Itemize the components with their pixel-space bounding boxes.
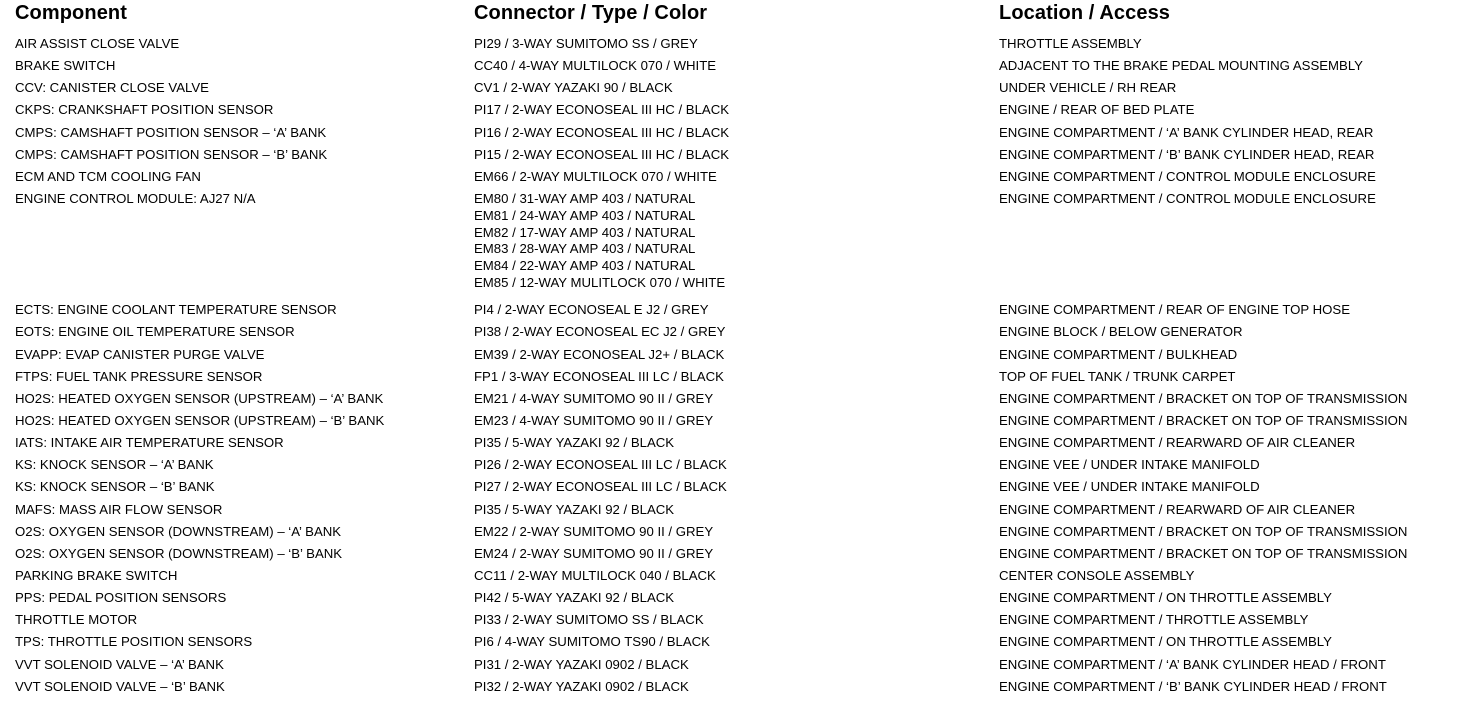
- connector-cell: [474, 634, 710, 651]
- connector-line: PI29 / 3-WAY SUMITOMO SS / GREY: [474, 36, 698, 51]
- table-row: [0, 324, 1472, 346]
- location-cell: ADJACENT TO THE BRAKE PEDAL MOUNTING ASSEMBLY: [999, 58, 1363, 74]
- connector-line: PI33 / 2-WAY SUMITOMO SS / BLACK: [474, 612, 704, 628]
- connector-line: PI27 / 2-WAY ECONOSEAL III LC / BLACK: [474, 479, 727, 495]
- connector-cell: [474, 546, 713, 563]
- connector-line: PI38 / 2-WAY ECONOSEAL EC J2 / GREY: [474, 324, 726, 340]
- component-cell: EOTS: ENGINE OIL TEMPERATURE SENSOR: [15, 324, 295, 340]
- location-cell: CENTER CONSOLE ASSEMBLY: [999, 568, 1195, 583]
- location-cell: ENGINE / REAR OF BED PLATE: [999, 102, 1195, 118]
- connector-cell: [474, 479, 727, 496]
- connector-cell: [474, 147, 729, 164]
- connector-cell: [474, 347, 724, 364]
- component-cell: MAFS: MASS AIR FLOW SENSOR: [15, 501, 223, 517]
- table-row: [0, 391, 1472, 413]
- connector-cell: [474, 568, 716, 585]
- component-cell: ECTS: ENGINE COOLANT TEMPERATURE SENSOR: [15, 302, 337, 318]
- location-cell: ENGINE COMPARTMENT / ON THROTTLE ASSEMBLY: [999, 634, 1332, 650]
- connector-line: PI15 / 2-WAY ECONOSEAL III HC / BLACK: [474, 146, 730, 162]
- connector-cell: [474, 524, 713, 541]
- connector-cell: [474, 502, 674, 519]
- component-cell: EVAPP: EVAP CANISTER PURGE VALVE: [15, 346, 265, 362]
- component-cell: KS: KNOCK SENSOR – ‘B’ BANK: [15, 479, 215, 495]
- connector-cell: [474, 102, 729, 119]
- connector-line: EM83 / 28-WAY AMP 403 / NATURAL: [474, 241, 696, 257]
- table-row: [0, 502, 1472, 524]
- table-row: [0, 590, 1472, 612]
- connector-cell: [474, 679, 689, 696]
- connector-line: PI35 / 5-WAY YAZAKI 92 / BLACK: [474, 435, 675, 451]
- header-location: Location / Access: [999, 2, 1171, 24]
- table-row: [0, 657, 1472, 679]
- connector-line: CV1 / 2-WAY YAZAKI 90 / BLACK: [474, 80, 673, 96]
- connector-line: FP1 / 3-WAY ECONOSEAL III LC / BLACK: [474, 368, 724, 384]
- table-row: [0, 546, 1472, 568]
- connector-line: EM82 / 17-WAY AMP 403 / NATURAL: [474, 224, 696, 240]
- location-cell: ENGINE COMPARTMENT / ‘B’ BANK CYLINDER HEAD / FRONT: [999, 678, 1387, 694]
- connector-cell: [474, 58, 716, 75]
- location-cell: ENGINE COMPARTMENT / REARWARD OF AIR CLEANER: [999, 501, 1356, 517]
- table-row: [0, 58, 1472, 80]
- table-row: [0, 191, 1472, 291]
- table-row: [0, 36, 1472, 58]
- table-row: [0, 125, 1472, 147]
- table-row: [0, 302, 1472, 324]
- component-cell: PARKING BRAKE SWITCH: [15, 568, 178, 583]
- component-cell: VVT SOLENOID VALVE – ‘B’ BANK: [15, 678, 225, 694]
- component-cell: CCV: CANISTER CLOSE VALVE: [15, 80, 209, 96]
- connector-cell: [474, 324, 725, 341]
- connector-cell: [474, 590, 674, 607]
- location-cell: ENGINE COMPARTMENT / ‘A’ BANK CYLINDER HEAD, REAR: [999, 124, 1374, 140]
- connector-line: PI32 / 2-WAY YAZAKI 0902 / BLACK: [474, 678, 689, 694]
- location-cell: THROTTLE ASSEMBLY: [999, 36, 1142, 51]
- location-cell: ENGINE COMPARTMENT / BRACKET ON TOP OF TRANSMISSION: [999, 390, 1408, 406]
- connector-cell: [474, 80, 673, 97]
- component-cell: VVT SOLENOID VALVE – ‘A’ BANK: [15, 656, 224, 672]
- component-cell: FTPS: FUEL TANK PRESSURE SENSOR: [15, 368, 263, 384]
- connector-cell: [474, 191, 725, 292]
- connector-cell: [474, 391, 713, 408]
- table-row: [0, 369, 1472, 391]
- connector-cell: [474, 169, 717, 186]
- connector-line: EM80 / 31-WAY AMP 403 / NATURAL: [474, 191, 696, 207]
- connector-cell: [474, 125, 729, 142]
- location-cell: ENGINE BLOCK / BELOW GENERATOR: [999, 324, 1243, 340]
- location-cell: ENGINE COMPARTMENT / BRACKET ON TOP OF TRANSMISSION: [999, 412, 1408, 428]
- component-cell: HO2S: HEATED OXYGEN SENSOR (UPSTREAM) – ‘B’ BANK: [15, 412, 385, 428]
- component-cell: O2S: OXYGEN SENSOR (DOWNSTREAM) – ‘A’ BANK: [15, 523, 342, 539]
- table-row: [0, 435, 1472, 457]
- location-cell: ENGINE COMPARTMENT / REAR OF ENGINE TOP HOSE: [999, 302, 1350, 318]
- table-row: [0, 524, 1472, 546]
- component-cell: O2S: OXYGEN SENSOR (DOWNSTREAM) – ‘B’ BANK: [15, 545, 343, 561]
- header-connector: Connector / Type / Color: [474, 2, 708, 24]
- connector-line: EM66 / 2-WAY MULTILOCK 070 / WHITE: [474, 168, 717, 184]
- connector-cell: [474, 302, 709, 319]
- table-row: [0, 147, 1472, 169]
- connector-cell: [474, 657, 689, 674]
- connector-line: EM39 / 2-WAY ECONOSEAL J2+ / BLACK: [474, 346, 725, 362]
- connector-cell: [474, 457, 727, 474]
- table-row: [0, 457, 1472, 479]
- table-row: [0, 612, 1472, 634]
- location-cell: ENGINE COMPARTMENT / ‘A’ BANK CYLINDER HEAD / FRONT: [999, 656, 1386, 672]
- location-cell: ENGINE VEE / UNDER INTAKE MANIFOLD: [999, 479, 1260, 495]
- table-row: [0, 568, 1472, 590]
- connector-line: CC11 / 2-WAY MULTILOCK 040 / BLACK: [474, 568, 716, 583]
- connector-line: EM22 / 2-WAY SUMITOMO 90 II / GREY: [474, 523, 714, 539]
- connector-cell: [474, 36, 698, 53]
- component-cell: HO2S: HEATED OXYGEN SENSOR (UPSTREAM) – ‘A’ BANK: [15, 390, 384, 406]
- connector-line: PI42 / 5-WAY YAZAKI 92 / BLACK: [474, 590, 675, 606]
- connector-cell: [474, 612, 704, 629]
- location-cell: TOP OF FUEL TANK / TRUNK CARPET: [999, 368, 1236, 384]
- location-cell: ENGINE COMPARTMENT / BULKHEAD: [999, 346, 1238, 362]
- connector-cell: [474, 369, 724, 386]
- component-cell: CKPS: CRANKSHAFT POSITION SENSOR: [15, 102, 274, 118]
- connector-line: PI6 / 4-WAY SUMITOMO TS90 / BLACK: [474, 634, 710, 650]
- connector-line: PI4 / 2-WAY ECONOSEAL E J2 / GREY: [474, 302, 709, 318]
- component-cell: AIR ASSIST CLOSE VALVE: [15, 36, 180, 51]
- component-cell: ENGINE CONTROL MODULE: AJ27 N/A: [15, 191, 256, 207]
- location-cell: ENGINE VEE / UNDER INTAKE MANIFOLD: [999, 457, 1260, 473]
- table-row: [0, 80, 1472, 102]
- connector-cell: [474, 435, 674, 452]
- table-row: [0, 169, 1472, 191]
- connector-line: PI16 / 2-WAY ECONOSEAL III HC / BLACK: [474, 124, 730, 140]
- component-cell: BRAKE SWITCH: [15, 58, 116, 74]
- location-cell: ENGINE COMPARTMENT / ‘B’ BANK CYLINDER HEAD, REAR: [999, 146, 1375, 162]
- location-cell: ENGINE COMPARTMENT / THROTTLE ASSEMBLY: [999, 612, 1309, 628]
- connector-line: EM84 / 22-WAY AMP 403 / NATURAL: [474, 258, 696, 274]
- location-cell: ENGINE COMPARTMENT / CONTROL MODULE ENCLOSURE: [999, 168, 1376, 184]
- table-row: [0, 479, 1472, 501]
- connector-cell: [474, 413, 713, 430]
- component-cell: PPS: PEDAL POSITION SENSORS: [15, 590, 227, 606]
- component-cell: CMPS: CAMSHAFT POSITION SENSOR – ‘B’ BANK: [15, 146, 328, 162]
- location-cell: ENGINE COMPARTMENT / BRACKET ON TOP OF TRANSMISSION: [999, 523, 1408, 539]
- connector-line: PI31 / 2-WAY YAZAKI 0902 / BLACK: [474, 656, 689, 672]
- location-cell: ENGINE COMPARTMENT / REARWARD OF AIR CLEANER: [999, 435, 1356, 451]
- connector-line: CC40 / 4-WAY MULTILOCK 070 / WHITE: [474, 58, 717, 74]
- table-row: [0, 634, 1472, 656]
- connector-line: PI17 / 2-WAY ECONOSEAL III HC / BLACK: [474, 102, 730, 118]
- component-cell: TPS: THROTTLE POSITION SENSORS: [15, 634, 253, 650]
- component-cell: CMPS: CAMSHAFT POSITION SENSOR – ‘A’ BANK: [15, 124, 327, 140]
- table-row: [0, 679, 1472, 701]
- location-cell: ENGINE COMPARTMENT / CONTROL MODULE ENCLOSURE: [999, 191, 1376, 207]
- location-cell: ENGINE COMPARTMENT / ON THROTTLE ASSEMBLY: [999, 590, 1332, 606]
- table-row: [0, 413, 1472, 435]
- connector-line: PI26 / 2-WAY ECONOSEAL III LC / BLACK: [474, 457, 727, 473]
- component-cell: KS: KNOCK SENSOR – ‘A’ BANK: [15, 457, 214, 473]
- location-cell: UNDER VEHICLE / RH REAR: [999, 80, 1177, 96]
- table-row: [0, 347, 1472, 369]
- header-component: Component: [15, 2, 127, 24]
- table-row: [0, 102, 1472, 124]
- component-cell: IATS: INTAKE AIR TEMPERATURE SENSOR: [15, 435, 284, 451]
- connector-line: EM23 / 4-WAY SUMITOMO 90 II / GREY: [474, 412, 714, 428]
- location-cell: ENGINE COMPARTMENT / BRACKET ON TOP OF TRANSMISSION: [999, 545, 1408, 561]
- connector-line: EM81 / 24-WAY AMP 403 / NATURAL: [474, 207, 696, 223]
- connector-line: EM85 / 12-WAY MULITLOCK 070 / WHITE: [474, 275, 726, 291]
- connector-line: EM21 / 4-WAY SUMITOMO 90 II / GREY: [474, 390, 714, 406]
- component-cell: THROTTLE MOTOR: [15, 612, 138, 628]
- connector-line: PI35 / 5-WAY YAZAKI 92 / BLACK: [474, 501, 675, 517]
- component-cell: ECM AND TCM COOLING FAN: [15, 168, 201, 184]
- connector-line: EM24 / 2-WAY SUMITOMO 90 II / GREY: [474, 545, 714, 561]
